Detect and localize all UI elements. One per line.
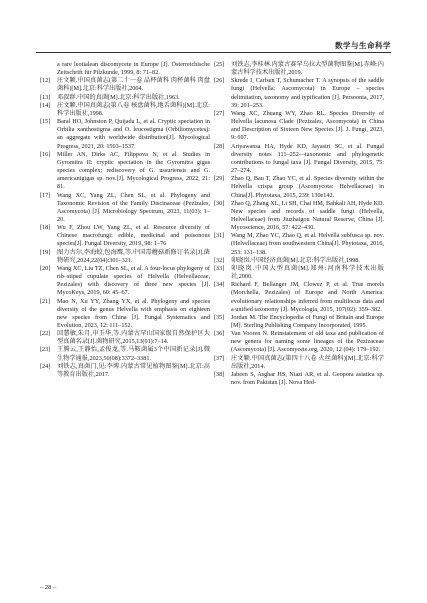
header-rule [36,52,391,53]
reference-number: [16] [40,150,51,158]
reference-text: 邓叔群.中国的真菌[M].北京:科学出版社,1963. [57,93,180,101]
reference-entry [214,265,384,281]
reference-text: 庄文颖.中国真菌志(第八卷 核盘菌科,地舌菌科)[M].北京:科学出版社,1998. [57,101,210,117]
reference-entry [214,232,384,256]
reference-number: [34] [214,281,225,289]
reference-entry [40,265,210,298]
reference-entry [40,61,210,77]
reference-entry [214,257,384,265]
reference-text: Zhao Q, Bau T, Zhao YC, et al. Species diversity within the Helvella crispa group (Ascomycota: Helvellaceae) in China[J]. Phytotaxa, 2015, 239: 130e142. [231,175,384,199]
references-right-column [214,61,384,387]
reference-number: [27] [214,109,225,117]
reference-text: Zhao Q, Zhang XL, Li SH, Chai HM, Bahkali AH, Hyde KD. New species and records of saddle fungi (Helvella, Helvellaceae) from Jiuzhaigou Natural Reserve, China [J]. Mycoscience, 2016, 57: 422–430. [231,199,384,232]
reference-number: [38] [214,370,225,378]
reference-text: Richard F, Bellanger JM, Clowez P, et al. True morels (Morchella, Pezizales) of Europe and North America: evolutionary relationships inferred from multilocus data and a unified taxonomy [J]. Mycologia, 2015, 107(02): 359–382. [231,281,384,313]
reference-entry [40,151,210,192]
reference-text: Skrede I, Carlsen T, Schumacher T. A synopsis of the saddle fungi (Helvella: Ascomycota) in Europe – species delimitation, taxonomy and typification [J]. Persoonia, 2017, 39: 201–253. [231,77,384,109]
reference-text: 图力古尔,李海蛟,包海鹰,等.中国毒蘑菇新修订名录[J].菌物研究,2024,22(04):301–321. [57,248,210,264]
reference-number: [15] [40,118,51,126]
reference-entry [214,314,384,330]
reference-number: [32] [214,256,225,264]
reference-number: [25] [214,61,225,68]
reference-number: [22] [40,330,51,338]
reference-entry [214,281,384,314]
reference-entry [214,77,384,110]
reference-number: [13] [40,93,51,101]
reference-entry [40,118,210,151]
page-number: – 28 – [40,584,57,591]
reference-entry [40,298,210,331]
reference-text: Ariyawansa HA, Hyde KD, Jayasiri SC, et al. Fungal diversity notes 111–252—taxonomic and phylogenetic contributions to fungal taxa [J]. Fungal Diversity, 2015, 75: 27–274. [231,142,384,175]
journal-header-title: 数学与生命科学 [335,41,391,50]
reference-text: 卯晓岚.中国经济真菌[M].北京:科学出版社,1998. [231,256,360,264]
reference-entry [40,192,210,225]
reference-number: [14] [40,101,51,109]
reference-entry [40,346,210,362]
reference-number: [24] [40,362,51,370]
reference-text: 庄文颖.中国真菌志(第二十一卷 晶杯菌科 肉杯菌科 肉盘菌科)[M].北京:科学出版社,2004. [57,77,210,93]
reference-text: Wang XC, Yang ZL, Chen SL, et al. Phylogeny and Taxonomic Revision of the Family Discinaceae (Pezizales, Ascomycota) [J]. Microbiology Spectrum, 2023, 11(03): 1–20. [57,191,210,223]
reference-entry [214,61,384,77]
reference-entry [40,249,210,265]
reference-entry [214,200,384,233]
reference-text: Wang XC, Liu TZ, Chen SL, et al. A four-locus phylogeny of rib–stiped cupulate species of Helvella (Helvellaceae, Pezizales) with discovery of three new species [J]. MycoKeys, 2019, 60: 45–67. [57,264,210,297]
reference-text: 刘铁志,真菌门,见:李博.内蒙古常见植物图鉴[M].北京:高等教育出版社,2017. [57,362,210,378]
reference-entry [40,224,210,248]
reference-number: [28] [214,142,225,150]
reference-text: Jordan M. The Encyclopedia of Fungi of Britain and Europe [M]. Sterling Publishing Company Incorporated, 1995. [231,313,384,329]
reference-number: [36] [214,330,225,338]
reference-number: [37] [214,354,225,362]
reference-text: Wu F, Zhou LW, Yang ZL, et al. Resource diversity of Chinese macrofungi: edible, medicinal and poisonous species[J]. Fungal Diversity, 2019, 98: 1–76 [57,224,210,248]
reference-number: [18] [40,224,51,232]
reference-entry [40,363,210,379]
reference-text: Van Vooren N. Reinstatement of old taxa and publication of new genera for naming some lineages of the Pezizaceae (Ascomycota) [J]. Ascomycete.org, 2020, 12 (04): 179–192. [231,330,384,354]
reference-number: [19] [40,248,51,256]
reference-entry [40,330,210,346]
reference-entry [40,77,210,93]
reference-entry [214,371,384,387]
reference-entry [214,355,384,371]
reference-entry [214,175,384,199]
reference-text: 卯晓岚.中国大型真菌[M].郑州:河南科学技术出版社,2000. [231,264,384,281]
reference-number: [33] [214,264,225,272]
reference-number: [26] [214,77,225,85]
reference-number: [21] [40,297,51,305]
references-left-column [40,61,210,379]
reference-text: 王腾云,王静怡,孟俊龙,等.马鞍菌属3个中国新记录[J].微生物学通报,2023,50(08):3372–3381. [57,346,210,362]
reference-number: [30] [214,199,225,207]
reference-number: [31] [214,232,225,240]
reference-number: [12] [40,77,51,85]
reference-entry [214,143,384,176]
reference-entry [40,102,210,118]
reference-entry [40,94,210,102]
reference-entry [214,110,384,143]
reference-number: [20] [40,264,51,272]
reference-number: [35] [214,313,225,321]
reference-number: [23] [40,346,51,354]
reference-text: Miller AN, Dirks AC, Filippova N, et al. Studies in Gyromitra II: cryptic speciation in the Gyromitra gigas species complex; rediscovery of G. ussuriensis and G. americanigigas sp. nov.[J]. Mycological Progress, 2022, 21: 81. [57,150,210,191]
reference-text: a rare leotialean discomycete in Europe [J]. Österreichische Zeitschrift für Pilzkunde, 1999, 8: 71–82. [57,61,210,77]
reference-text: Baral HO, Johnston P, Quijada L, et al. Cryptic speciation in Orbilia xanthostigma and O. leucostigma (Orbiliomycetes): an aggregate with worldwide distribution[J]. Mycological Progress, 2021, 20: 1503–1537. [57,118,210,150]
reference-number: [29] [214,175,225,183]
reference-text: Wang XC, Zhuang WY, Zhao RL. Species Diversity of Helvella lacunosa Clade (Pezizales, Ascomycota) in China and Description of Sixteen New Species [J]. J. Fungi, 2023, 9: 697. [231,109,384,142]
reference-text: Wang M, Zhao YC, Zhao Q, et al. Helvella subfusca sp. nov. (Helvellaceae) from southwestern China[J]. Phytotaxa, 2016, 253: 131–138. [231,232,384,256]
reference-number: [17] [40,191,51,199]
reference-text: Jabeen S, Asghar HS, Niazi AR, et al. Geopora asiatica sp. nov. from Pakistan [J]. Nova Hed- [231,370,384,387]
reference-text: 刘铁志,李桂林.内蒙古赛罕乌拉大型菌物图鉴[M].赤峰:内蒙古科学技术出版社,2019. [231,61,384,77]
reference-text: Mao N, Xu YY, Zhang YX, et al. Phylogeny and species diversity of the genus Helvella with emphasis on eighteen new species from China [J]. Fungal Systematics and Evolution, 2023, 12: 111–152. [57,297,210,329]
reference-entry [214,330,384,354]
reference-text: 回慧敏,朱月,申玉华,等.内蒙古罕山国家级自然保护区大型真菌名录[J].菌物研究,2015,13(01):7–14. [57,330,210,346]
reference-text: 庄文颖.中国真菌志(第四十八卷 火丝菌科)[M].北京:科学出版社,2014. [231,354,384,370]
